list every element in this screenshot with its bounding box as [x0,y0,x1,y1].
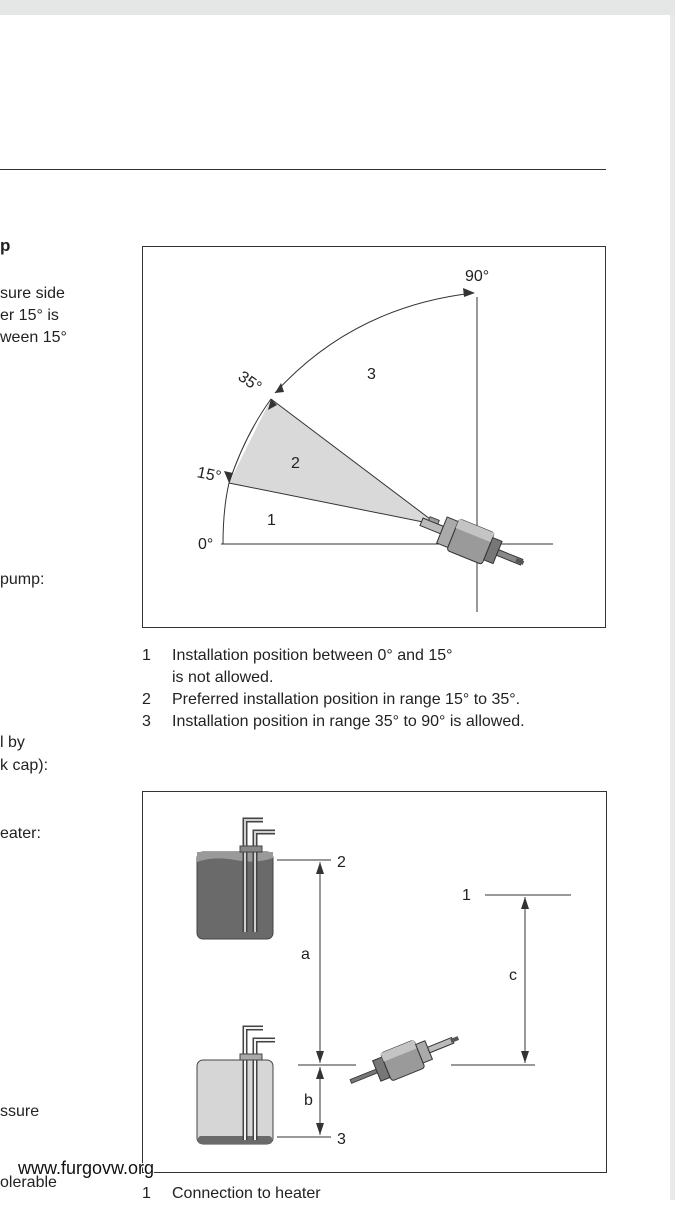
text-fragment: ween 15° [0,329,67,346]
dimension-label-a: a [301,946,310,963]
figure1-legend [142,645,525,733]
legend-text: Installation position between 0° and 15° is not allowed. [172,647,453,686]
upper-tank-icon [197,852,273,939]
top-bar [0,0,675,15]
point-label-2: 2 [337,854,346,871]
angle-diagram [143,247,605,627]
zone-label-2: 2 [291,455,300,472]
point-label-1: 1 [462,887,471,904]
site-watermark: www.furgovw.org [18,1158,155,1178]
angle-label-35: 35° [234,368,265,397]
text-fragment: er 15° is [0,307,59,324]
text-fragment: eater: [0,825,41,842]
arc-0-15 [223,483,229,544]
arrow-c-up-icon [521,897,529,909]
dosing-pump-icon [345,1024,464,1095]
dimension-label-c: c [509,967,517,984]
zone-label-3: 3 [367,366,376,383]
header-rule [0,169,606,170]
point-label-3: 3 [337,1131,346,1148]
legend-number: 2 [142,691,151,708]
legend-item [142,689,525,711]
legend-item [142,1183,321,1205]
arrow-a-down-icon [316,1051,324,1063]
figure2-legend [142,1183,321,1205]
text-fragment: l by [0,734,25,751]
legend-item [142,711,525,733]
preferred-zone-shading [229,399,438,525]
text-fragment: sure side [0,285,65,302]
text-fragment: olerable [0,1174,57,1191]
arrow-b-up-icon [316,1067,324,1079]
legend-number: 1 [142,1185,151,1202]
legend-number: 3 [142,713,151,730]
legend-number: 1 [142,647,151,664]
tank-height-figure [142,791,607,1173]
legend-text: Installation position in range 35° to 90° is allowed. [172,713,525,730]
height-diagram [143,792,606,1172]
arrow-90-icon [463,288,475,297]
zone-label-1: 1 [267,512,276,529]
arrow-b-down-icon [316,1123,324,1135]
arrow-c-down-icon [521,1051,529,1063]
angle-label-90: 90° [465,268,490,285]
section-heading-fragment: p [0,236,11,255]
dimension-label-b: b [304,1092,313,1109]
text-fragment: k cap): [0,757,49,774]
arrow-a-up-icon [316,862,324,874]
dosing-pump-icon [415,506,530,579]
angle-label-0: 0° [198,536,214,553]
legend-text: Preferred installation position in range 15° to 35°. [172,691,521,708]
page-edge [670,15,675,1200]
text-fragment: pump: [0,571,45,588]
legend-text: Connection to heater [172,1185,321,1202]
lower-tank-icon [197,1060,273,1144]
angle-label-15: 15° [195,464,223,486]
installation-angle-figure [142,246,606,628]
legend-item [142,645,525,689]
text-fragment: ssure [0,1103,40,1120]
